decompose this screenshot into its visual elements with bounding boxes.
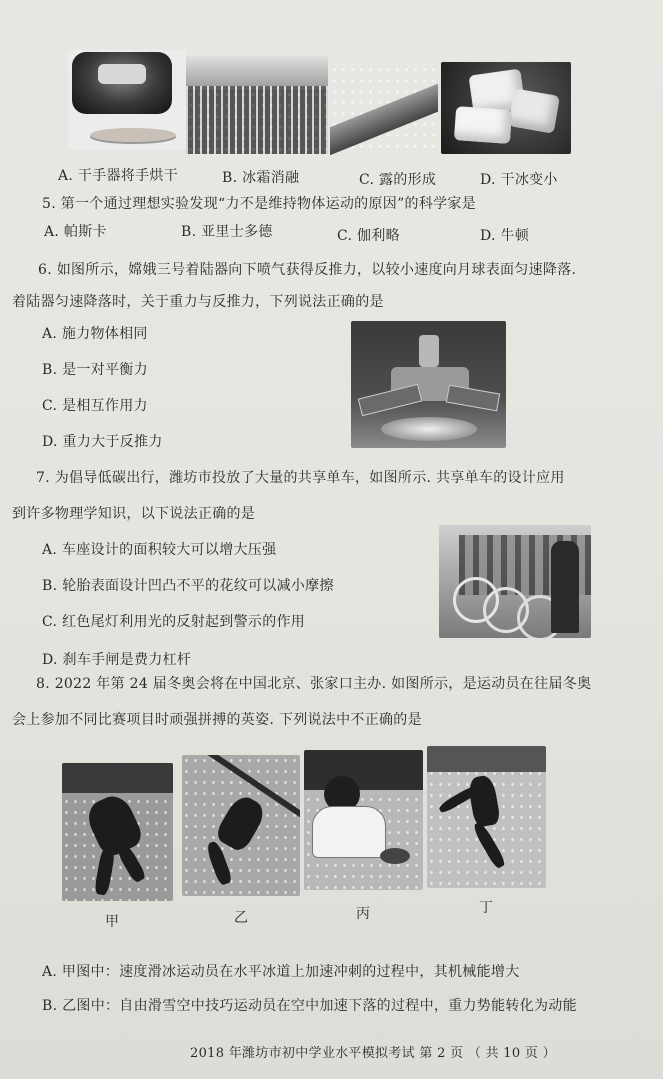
q7-option-b: B. 轮胎表面设计凹凸不平的花纹可以减小摩擦 bbox=[42, 578, 334, 594]
q5-option-a: A. 帕斯卡 bbox=[44, 224, 107, 240]
q5-stem: 5. 第一个通过理想实验发现“力不是维持物体运动的原因”的科学家是 bbox=[42, 196, 477, 212]
q5-option-c: C. 伽利略 bbox=[337, 228, 400, 244]
q6-stem-line1: 6. 如图所示，嫦娥三号着陆器向下喷气获得反推力，以较小速度向月球表面匀速降落. bbox=[38, 262, 577, 278]
q4-option-a: A. 干手器将手烘干 bbox=[58, 168, 179, 184]
q8-label-jia: 甲 bbox=[105, 914, 120, 930]
q8-image-bing bbox=[304, 750, 423, 890]
q8-label-yi: 乙 bbox=[234, 910, 249, 926]
q8-stem-line2: 会上参加不同比赛项目时顽强拼搏的英姿. 下列说法中不正确的是 bbox=[12, 712, 422, 728]
dew-formation-image bbox=[330, 64, 438, 156]
q8-option-b: B. 乙图中：自由滑雪空中技巧运动员在空中加速下落的过程中，重力势能转化为动能 bbox=[42, 998, 577, 1014]
q7-option-c: C. 红色尾灯利用光的反射起到警示的作用 bbox=[42, 614, 306, 630]
q8-label-ding: 丁 bbox=[479, 900, 494, 916]
q8-image-yi bbox=[182, 755, 300, 896]
dry-ice-image bbox=[441, 62, 571, 154]
q6-option-a: A. 施力物体相同 bbox=[42, 326, 148, 342]
page-footer: 2018 年潍坊市初中学业水平模拟考试 第 2 页 （ 共 10 页 ） bbox=[190, 1046, 556, 1061]
q6-option-d: D. 重力大于反推力 bbox=[42, 434, 163, 450]
q8-stem-line1: 8. 2022 年第 24 届冬奥会将在中国北京、张家口主办. 如图所示，是运动员在往届冬奥 bbox=[36, 676, 592, 692]
q8-image-ding bbox=[427, 746, 546, 888]
q6-option-c: C. 是相互作用力 bbox=[42, 398, 148, 414]
q7-stem-line1: 7. 为倡导低碳出行，潍坊市投放了大量的共享单车，如图所示. 共享单车的设计应用 bbox=[36, 470, 565, 486]
q4-option-d: D. 干冰变小 bbox=[480, 172, 558, 188]
q8-image-jia bbox=[62, 763, 173, 901]
frost-melting-image bbox=[186, 56, 328, 154]
q7-option-a: A. 车座设计的面积较大可以增大压强 bbox=[42, 542, 277, 558]
lunar-lander-image bbox=[351, 321, 506, 448]
q4-option-c: C. 露的形成 bbox=[359, 172, 437, 188]
q5-option-d: D. 牛顿 bbox=[480, 228, 530, 244]
q5-option-b: B. 亚里士多德 bbox=[181, 224, 273, 240]
q7-stem-line2: 到许多物理学知识，以下说法正确的是 bbox=[12, 506, 256, 522]
q6-stem-line2: 着陆器匀速降落时，关于重力与反推力，下列说法正确的是 bbox=[12, 294, 384, 310]
q8-label-bing: 丙 bbox=[356, 906, 371, 922]
q4-option-b: B. 冰霜消融 bbox=[222, 170, 300, 186]
hand-dryer-image bbox=[68, 50, 186, 150]
q8-option-a: A. 甲图中：速度滑冰运动员在水平冰道上加速冲刺的过程中，其机械能增大 bbox=[42, 964, 520, 980]
shared-bikes-image bbox=[439, 525, 591, 638]
q6-option-b: B. 是一对平衡力 bbox=[42, 362, 148, 378]
q7-option-d: D. 刹车手闸是费力杠杆 bbox=[42, 652, 192, 668]
